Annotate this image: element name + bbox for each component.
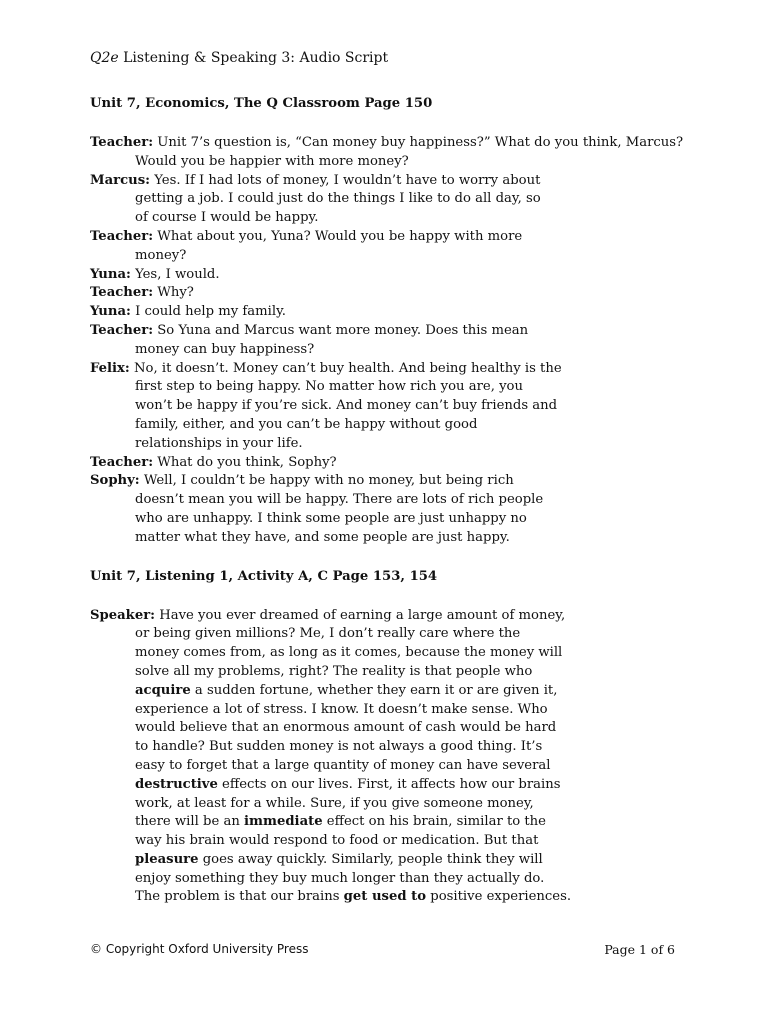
script-line: Sophy: Well, I couldn’t be happy with no money, but being rich	[90, 473, 514, 489]
script-line: Yuna: Yes, I would.	[90, 266, 220, 282]
speaker-label: Sophy:	[90, 473, 140, 489]
speaker-label: Speaker:	[90, 607, 156, 623]
script-line: pleasure goes away quickly. Similarly, people think they will	[135, 851, 543, 867]
header-title-rest: Listening & Speaking 3: Audio Script	[118, 50, 389, 66]
speaker-label: Marcus:	[90, 172, 151, 188]
script-line: matter what they have, and some people are just happy.	[135, 529, 510, 545]
script-line: or being given millions? Me, I don’t really care where the	[135, 626, 521, 642]
dialogue-turn	[90, 134, 690, 172]
script-line: Would you be happier with more money?	[135, 153, 409, 169]
speaker-label: Teacher:	[90, 454, 154, 470]
vocabulary-term: get used to	[343, 889, 427, 905]
dialogue-turn	[90, 228, 690, 266]
speaker-label: Yuna:	[90, 304, 131, 320]
script-line: enjoy something they buy much longer than they actually do.	[135, 870, 545, 886]
dialogue-turn	[90, 454, 690, 473]
speaker-label: Teacher:	[90, 322, 154, 338]
script-line: to handle? But sudden money is not always a good thing. It’s	[135, 739, 543, 755]
script-line: work, at least for a while. Sure, if you give someone money,	[135, 795, 534, 811]
script-line: would believe that an enormous amount of cash would be hard	[135, 720, 557, 736]
script-line: Teacher: So Yuna and Marcus want more money. Does this mean	[90, 322, 529, 338]
script-line: money comes from, as long as it comes, because the money will	[135, 645, 563, 661]
script-line: Speaker: Have you ever dreamed of earning a large amount of money,	[90, 607, 566, 623]
script-content	[90, 95, 690, 907]
copyright-notice: © Copyright Oxford University Press	[90, 942, 309, 956]
script-line: easy to forget that a large quantity of money can have several	[135, 757, 551, 773]
script-line: relationships in your life.	[135, 435, 303, 451]
section-gap	[90, 548, 690, 568]
script-line: solve all my problems, right? The reality is that people who	[135, 663, 533, 679]
dialogue-turn	[90, 284, 690, 303]
dialogue-turn	[90, 172, 690, 228]
speaker-label: Teacher:	[90, 135, 154, 150]
script-line: first step to being happy. No matter how rich you are, you	[135, 379, 523, 395]
script-line: The problem is that our brains get used to positive experiences.	[135, 889, 572, 905]
script-line: who are unhappy. I think some people are just unhappy no	[135, 510, 527, 526]
dialogue-turn	[90, 303, 690, 322]
vocabulary-term: immediate	[244, 814, 323, 830]
vocabulary-term: acquire	[135, 682, 191, 698]
dialogue-turn	[90, 607, 690, 908]
section-heading: Unit 7, Listening 1, Activity A, C Page 153, 154	[90, 568, 438, 584]
dialogue-turn	[90, 360, 690, 454]
speaker-label: Yuna:	[90, 266, 131, 282]
script-line: way his brain would respond to food or medication. But that	[135, 833, 539, 849]
script-line: acquire a sudden fortune, whether they earn it or are given it,	[135, 682, 558, 698]
header-title-italic: Q2e	[90, 50, 119, 66]
speaker-label: Teacher:	[90, 228, 154, 244]
script-line: Teacher: What do you think, Sophy?	[90, 454, 337, 470]
script-line: won’t be happy if you’re sick. And money can’t buy friends and	[135, 398, 558, 414]
section-heading: Unit 7, Economics, The Q Classroom Page 150	[90, 96, 433, 111]
page-number: Page 1 of 6	[604, 942, 675, 957]
speaker-label: Felix:	[90, 360, 130, 376]
dialogue-turn	[90, 322, 690, 360]
script-line: getting a job. I could just do the things I like to do all day, so	[135, 191, 541, 207]
script-line: Teacher: Why?	[90, 285, 194, 301]
script-line: there will be an immediate effect on his brain, similar to the	[135, 814, 546, 830]
section-gap	[90, 587, 690, 607]
script-line: family, either, and you can’t be happy without good	[135, 416, 478, 432]
script-line: Marcus: Yes. If I had lots of money, I wouldn’t have to worry about	[90, 172, 541, 188]
script-line: Felix: No, it doesn’t. Money can’t buy health. And being healthy is the	[90, 360, 562, 376]
section-gap	[90, 114, 690, 134]
script-line: money?	[135, 247, 187, 263]
dialogue-turn	[90, 266, 690, 285]
speaker-label: Teacher:	[90, 285, 154, 301]
script-line: doesn’t mean you will be happy. There are lots of rich people	[135, 492, 544, 508]
script-line: Yuna: I could help my family.	[90, 304, 287, 320]
script-line: Teacher: Unit 7’s question is, “Can money buy happiness?” What do you think, Marcus?	[90, 135, 684, 150]
vocabulary-term: destructive	[135, 776, 218, 792]
dialogue-turn	[90, 472, 690, 547]
script-line: destructive effects on our lives. First, it affects how our brains	[135, 776, 561, 792]
script-line: Teacher: What about you, Yuna? Would you be happy with more	[90, 228, 523, 244]
document-header	[90, 49, 388, 68]
script-line: of course I would be happy.	[135, 210, 319, 226]
vocabulary-term: pleasure	[135, 851, 199, 867]
script-line: experience a lot of stress. I know. It doesn’t make sense. Who	[135, 701, 548, 717]
script-line: money can buy happiness?	[135, 341, 315, 357]
